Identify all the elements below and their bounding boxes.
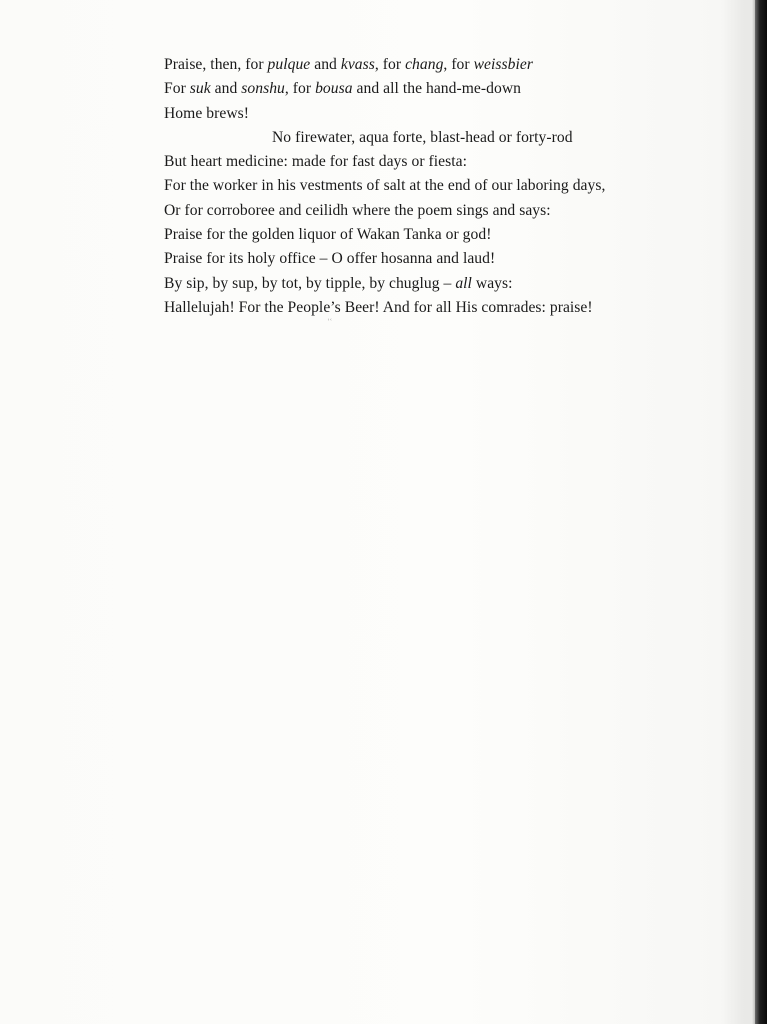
line-text: Praise for its holy office – O offer hosanna and laud! [164, 250, 496, 268]
line-text: Praise, then, for [164, 56, 268, 73]
poem-line [164, 126, 744, 150]
italic-word: bousa [315, 80, 353, 98]
italic-word: kvass [340, 56, 375, 73]
line-text: , for [443, 56, 474, 73]
line-text: ways: [471, 274, 513, 292]
poem-line [164, 199, 744, 223]
line-text: No firewater, aqua forte, blast-head or forty-rod [272, 128, 573, 146]
italic-word: sonshu [241, 80, 285, 98]
line-text: Praise for the golden liquor of Wakan Tanka or god! [164, 226, 492, 244]
line-text: For [164, 80, 190, 98]
poem-line [164, 102, 744, 126]
line-text: For the worker in his vestments of salt at the end of our laboring days, [164, 177, 606, 195]
line-text: Home brews! [164, 104, 249, 122]
line-text: Hallelujah! For the People’s Beer! And for all His comrades: praise! [164, 298, 593, 316]
line-text: By sip, by sup, by tot, by tipple, by chuglug – [164, 274, 456, 292]
italic-word: suk [189, 80, 211, 98]
poem-line [164, 174, 744, 198]
poem-text [164, 53, 744, 320]
line-text: and all the hand-me-down [352, 80, 521, 98]
book-spine [755, 0, 767, 1024]
poem-line [164, 247, 744, 271]
line-text: , for [374, 56, 406, 73]
italic-word: all [455, 274, 472, 292]
italic-word: weissbier [473, 56, 533, 73]
line-text: and [210, 80, 242, 98]
poem-line [164, 223, 744, 247]
poem-line [164, 296, 744, 320]
poem-line [164, 53, 744, 77]
poem-line [164, 150, 744, 174]
line-text: Or for corroboree and ceilidh where the poem sings and says: [164, 201, 551, 219]
poem-line [164, 272, 744, 296]
line-text: , for [284, 80, 316, 98]
italic-word: chang [405, 56, 444, 73]
italic-word: pulque [267, 56, 311, 73]
poem-line [164, 77, 744, 101]
page-mark: ʿʿ [327, 318, 333, 327]
line-text: But heart medicine: made for fast days or fiesta: [164, 153, 467, 171]
line-text: and [310, 56, 341, 73]
